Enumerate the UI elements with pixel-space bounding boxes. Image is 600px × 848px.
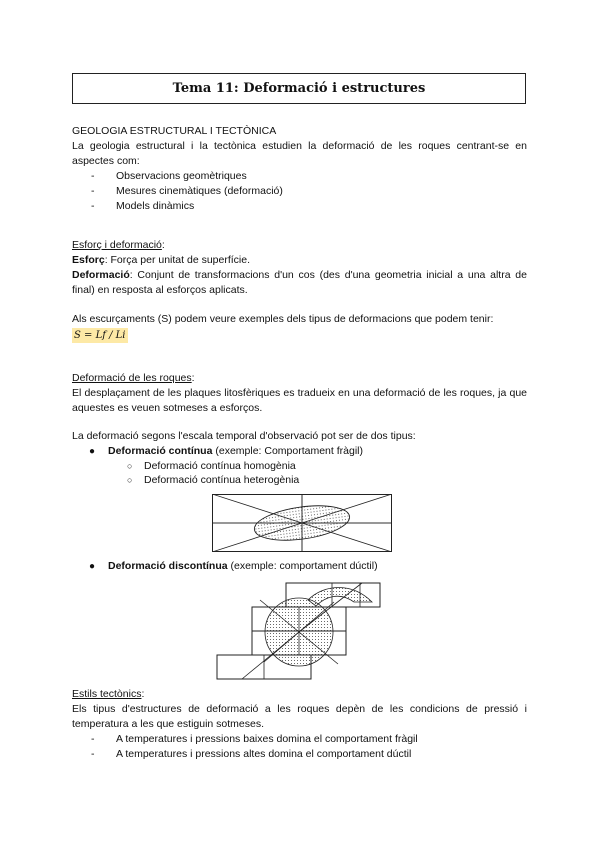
- rocks-text: El desplaçament de les plaques litosfèriques es tradueix en una deformació de les roques, ja que aquestes es veuen sotmeses a esforços.: [72, 387, 527, 414]
- intro-text: La geologia estructural i la tectònica estudien la deformació de les roques centrant-se en aspectes com:: [72, 140, 527, 167]
- rocks-heading: Deformació de les roques: [72, 372, 192, 384]
- intro-list: [72, 169, 527, 214]
- discontinuous-block: [72, 559, 527, 574]
- example-text: Als escurçaments (S) podem veure exemples dels tipus de deformacions que podem tenir:: [72, 313, 494, 325]
- styles-heading: Estils tectònics: [72, 688, 142, 700]
- discontinuous-example: (exemple: comportament dúctil): [227, 560, 378, 572]
- heading-colon: :: [161, 239, 165, 251]
- deformacio-definition: : Conjunt de transformacions d'un cos (des d'una geometria inicial a una altra de final) en resposta al esforços aplicats.: [72, 269, 527, 296]
- discontinuous-deformation-figure: [212, 578, 387, 684]
- styles-text: Els tipus d'estructures de deformació a les roques depèn de les condicions de pressió i temperatura a les que estiguin sotmeses.: [72, 703, 527, 730]
- bullet-discontinuous: [72, 559, 527, 574]
- continuous-example: (exemple: Comportament fràgil): [212, 445, 363, 457]
- sub-item-label: Deformació contínua homogènia: [144, 460, 296, 472]
- list-item: - A temperatures i pressions altes domina el comportament dúctil: [72, 747, 527, 762]
- continuous-deformation-figure: [212, 494, 392, 552]
- sub-item: [72, 459, 527, 473]
- continuous-term: Deformació contínua: [108, 445, 213, 457]
- example-block: [72, 312, 527, 343]
- circle-bullet-icon: ○: [127, 475, 133, 485]
- bullet-icon: ●: [89, 446, 96, 457]
- list-item: - Models dinàmics: [72, 199, 527, 214]
- circle-bullet-icon: ○: [127, 461, 133, 471]
- title-box: [72, 73, 526, 104]
- discontinuous-term: Deformació discontínua: [108, 560, 228, 572]
- list-item: - A temperatures i pressions baixes domina el comportament fràgil: [72, 732, 527, 747]
- shortening-formula: S = Lf / Li: [74, 330, 126, 341]
- heading-colon: :: [191, 372, 195, 384]
- page-title: Tema 11: Deformació i estructures: [172, 81, 426, 96]
- stress-section: [72, 238, 527, 298]
- sub-item: [72, 473, 527, 487]
- esforc-term: Esforç: [72, 254, 105, 266]
- styles-section: [72, 687, 527, 762]
- styles-list: [72, 732, 527, 762]
- types-block: [72, 429, 527, 487]
- types-intro: La deformació segons l'escala temporal d'observació pot ser de dos tipus:: [72, 430, 416, 442]
- sub-item-label: Deformació contínua heterogènia: [144, 474, 300, 486]
- deformacio-term: Deformació: [72, 269, 130, 281]
- intro-heading: GEOLOGIA ESTRUCTURAL I TECTÒNICA: [72, 125, 277, 137]
- list-item: - Observacions geomètriques: [72, 169, 527, 184]
- stress-heading: Esforç i deformació: [72, 239, 162, 251]
- rocks-section: [72, 371, 527, 416]
- esforc-definition: : Força per unitat de superfície.: [104, 254, 251, 266]
- bullet-continuous: [72, 444, 527, 459]
- intro-section: [72, 124, 527, 214]
- heading-colon: :: [141, 688, 145, 700]
- list-item: - Mesures cinemàtiques (deformació): [72, 184, 527, 199]
- bullet-icon: ●: [89, 561, 96, 572]
